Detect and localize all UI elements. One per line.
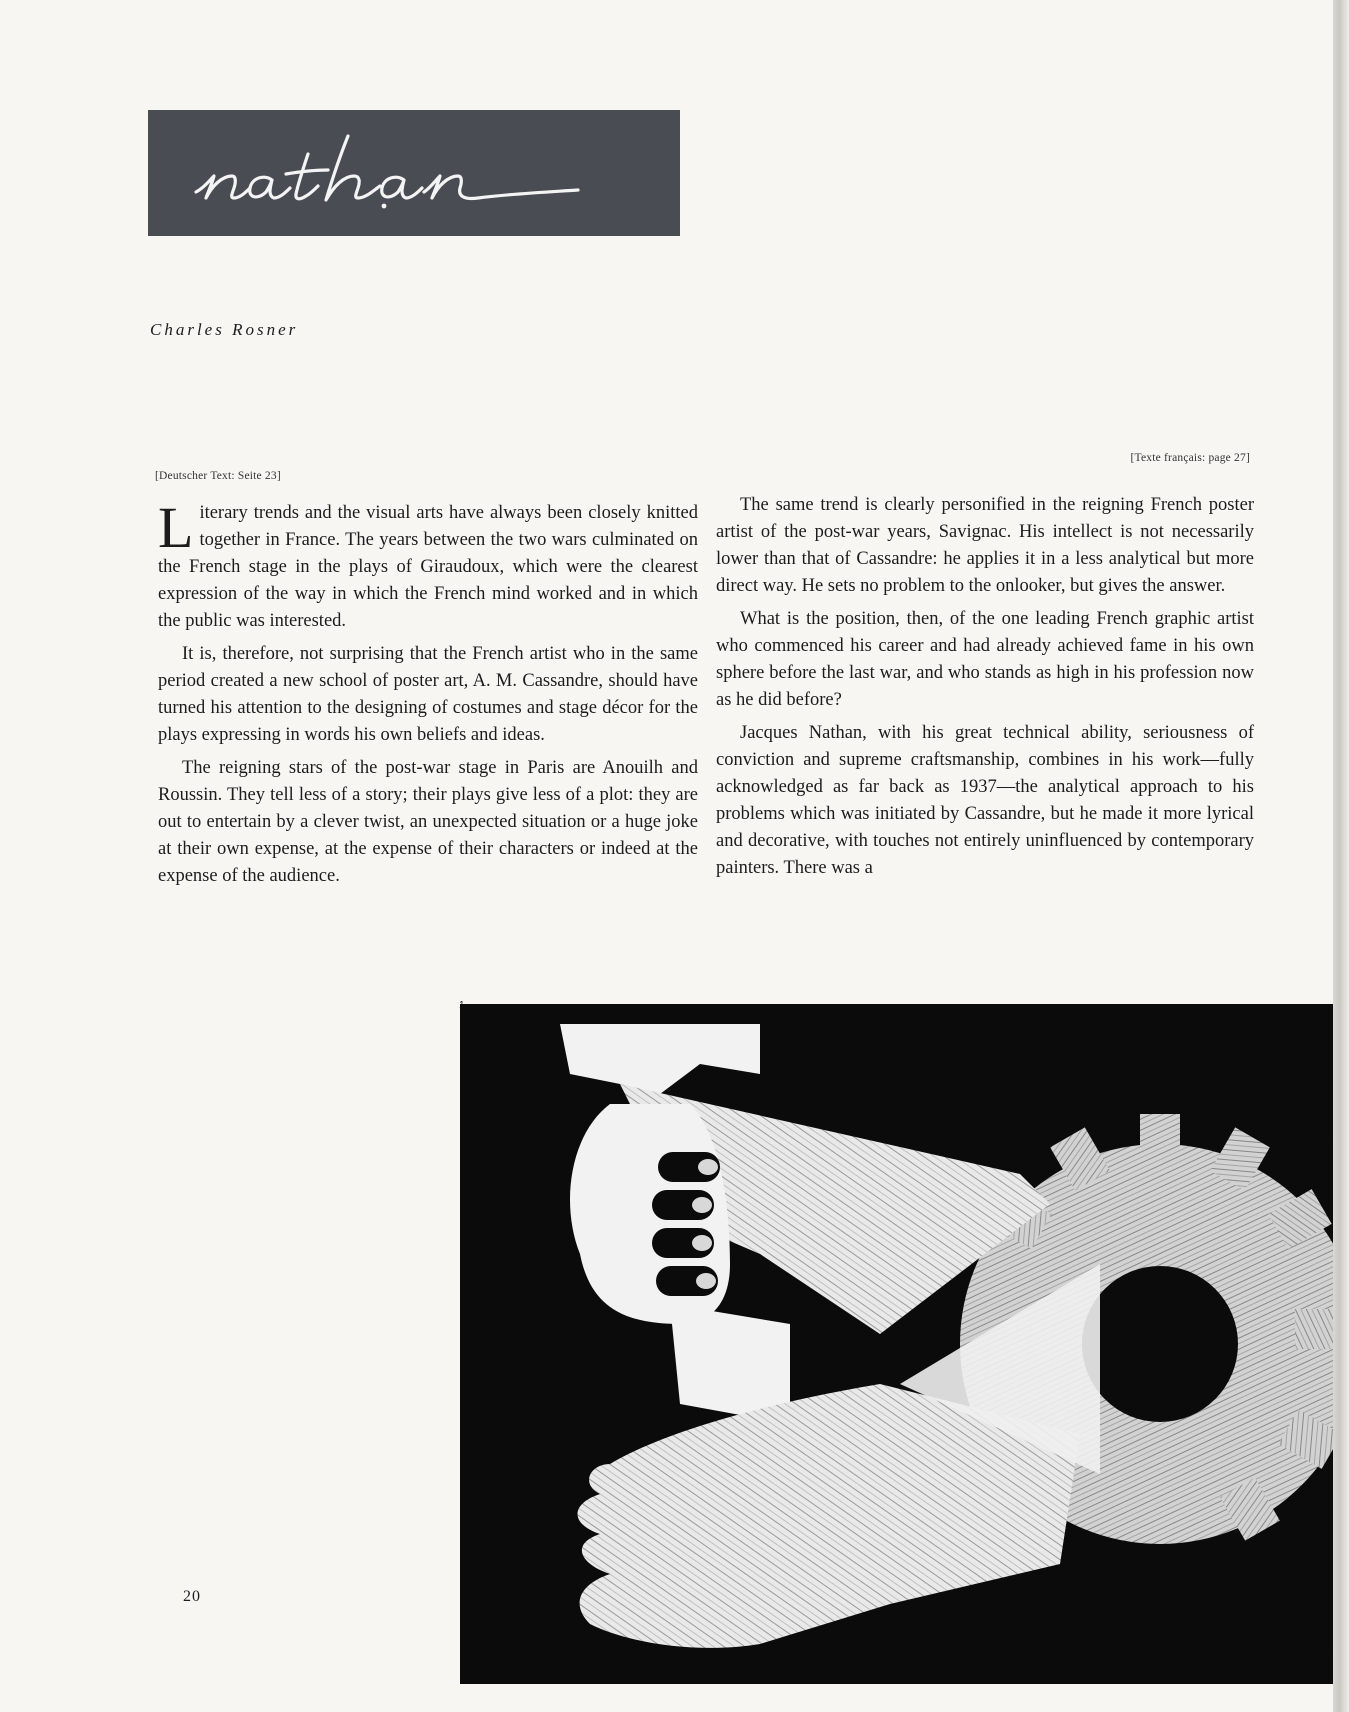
right-text-column [716, 492, 1254, 888]
drop-cap: L [158, 495, 194, 560]
paragraph: It is, therefore, not surprising that the French artist who in the same period created a new school of poster art, A. M. Cassandre, should have turned his attention to the designing of costumes and stage décor for the plays expressing in words his own beliefs and ideas. [158, 644, 698, 745]
figure-illustration [460, 1004, 1333, 1684]
paragraph: The same trend is clearly personified in the reigning French poster artist of the post-war years, Savignac. His intellect is not necessarily lower than that of Cassandre: he applies it in a less analytical but more direct way. He sets no problem to the onlooker, but gives the answer. [716, 495, 1254, 596]
paragraph [158, 495, 698, 635]
french-text-reference: [Texte français: page 27] [1130, 452, 1250, 464]
left-text-column [158, 495, 698, 896]
german-text-reference: [Deutscher Text: Seite 23] [155, 470, 281, 482]
author-byline: Charles Rosner [150, 320, 299, 339]
title-script-logo [148, 110, 680, 236]
title-banner [148, 110, 680, 236]
paragraph: What is the position, then, of the one leading French graphic artist who commenced his career and had already achieved fame in his own sphere before the last war, and who stands as high in his profession now as he did before? [716, 609, 1254, 710]
paragraph: The reigning stars of the post-war stage in Paris are Anouilh and Roussin. They tell less of a story; their plays give less of a plot: they are out to entertain by a clever twist, an unexpected situation or a huge joke at their own expense, at the expense of their characters or indeed at the expense of the audience. [158, 758, 698, 886]
page-number: 20 [183, 1588, 201, 1605]
paragraph: Jacques Nathan, with his great technical ability, seriousness of conviction and supreme craftsmanship, combines in his work—fully acknowledged as far back as 1937—the analytical approach to his problems which was initiated by Cassandre, but he made it more lyrical and decorative, with touches not entirely uninfluenced by contemporary painters. There was a [716, 723, 1254, 878]
handshake-gear-illustration [460, 1004, 1333, 1684]
page-edge [1333, 0, 1349, 1712]
paragraph-text: iterary trends and the visual arts have always been closely knitted together in France. The years between the two wars culminated on the French stage in the plays of Giraudoux, which were the clearest expression of the way in which the French mind worked and in which the public was interested. [158, 503, 698, 631]
